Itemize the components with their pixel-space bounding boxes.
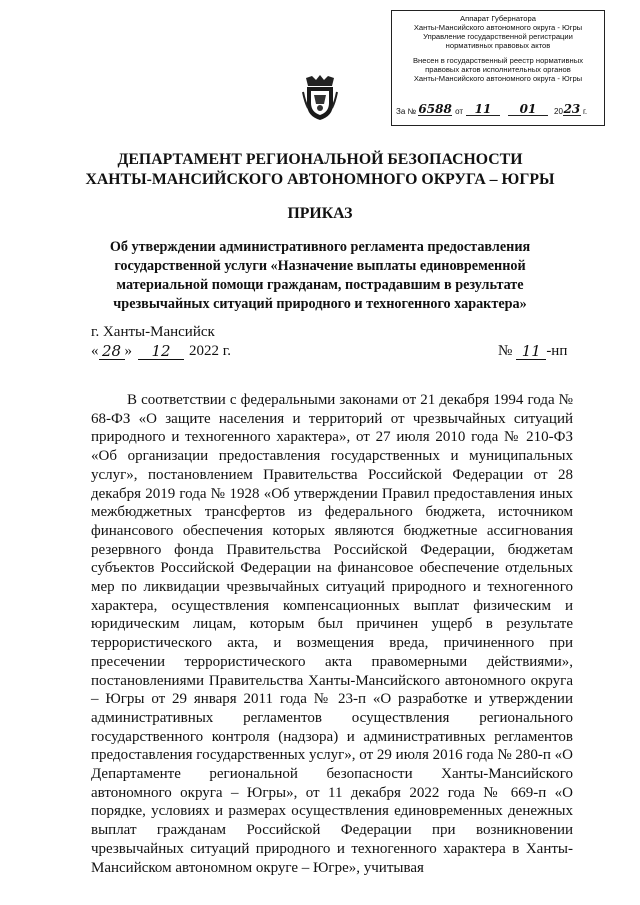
order-date: « 28 » 12 2022 г. — [91, 342, 231, 360]
stamp-block-apparatus: Аппарат Губернатора Ханты-Мансийского автономного округа - Югры Управление государственной регистрации нормативных правовых актов — [413, 14, 583, 50]
order-number-value: 11 — [516, 344, 546, 360]
stamp-reg-number: 6588 — [418, 102, 452, 116]
stamp-reg-day: 11 — [466, 103, 500, 116]
place-of-issue: г. Ханты-Мансийск — [91, 324, 215, 340]
order-date-day: 28 — [99, 344, 125, 360]
registration-stamp — [391, 10, 605, 126]
stamp-reg-month: 01 — [508, 103, 548, 116]
coat-of-arms-emblem — [302, 74, 338, 122]
order-subject: Об утверждении административного регламента предоставления государственной услуги «Назначение выплаты единовременной материальной помощи гражданам, пострадавшим в результате чрезвычайных ситуаций природного и техногенного характера» — [109, 239, 531, 312]
stamp-block-registry: Внесен в государственный реестр нормативных правовых актов исполнительных органов Ханты-Мансийского автономного округа - Югры — [412, 56, 584, 83]
order-date-month: 12 — [138, 344, 184, 360]
order-number: № 11 -нп — [498, 342, 568, 360]
stamp-reg-year: 23 — [563, 102, 581, 116]
body-paragraph: В соответствии с федеральными законами от 21 декабря 1994 года № 68-ФЗ «О защите населения и территорий от чрезвычайных ситуаций природного и техногенного характера», от 27 июля 2010 года № 210-ФЗ «Об организации предоставления государственных и муниципальных услуг», постановлением Правительства Российской Федерации от 28 декабря 2019 года № 1928 «Об утверждении Правил предоставления иных межбюджетных трансфертов из федерального бюджета, источником финансового обеспечения которых являются бюджетные ассигнования резервного фонда Правительства Российской Федерации, бюджетам субъектов Российской Федерации на финансовое обеспечение отдельных мер по ликвидации чрезвычайных ситуаций природного и техногенного характера, осуществления компенсационных выплат физическим и юридическим лицам, которым был причинен ущерб в результате террористического акта, и возмещения вреда, причиненного при пресечении террористического акта правомерными действиями», постановлениями Правительства Ханты-Мансийского автономного округа – Югры от 29 января 2011 года № 23-п «О разработке и утверждении административных регламентов осуществления регионального государственного контроля (надзора) и административных регламентов предоставления государственных услуг», от 29 июля 2016 года № 280-п «О Департаменте региональной безопасности Ханты-Мансийского автономного округа – Югры», от 11 декабря 2022 года № 669-п «О порядке, условиях и размерах осуществления единовременных денежных выплат гражданам Российской Федерации при возникновении чрезвычайных ситуаций природного и техногенного характера в Ханты-Мансийском автономном округе – Югре», учитывая — [91, 392, 573, 876]
stamp-registration-line: За № 6588 от 11 01 20 23 г. — [396, 102, 588, 116]
department-title: ДЕПАРТАМЕНТ РЕГИОНАЛЬНОЙ БЕЗОПАСНОСТИ ХАНТЫ-МАНСИЙСКОГО АВТОНОМНОГО ОКРУГА – ЮГРЫ — [85, 151, 555, 188]
document-type: ПРИКАЗ — [287, 205, 353, 222]
